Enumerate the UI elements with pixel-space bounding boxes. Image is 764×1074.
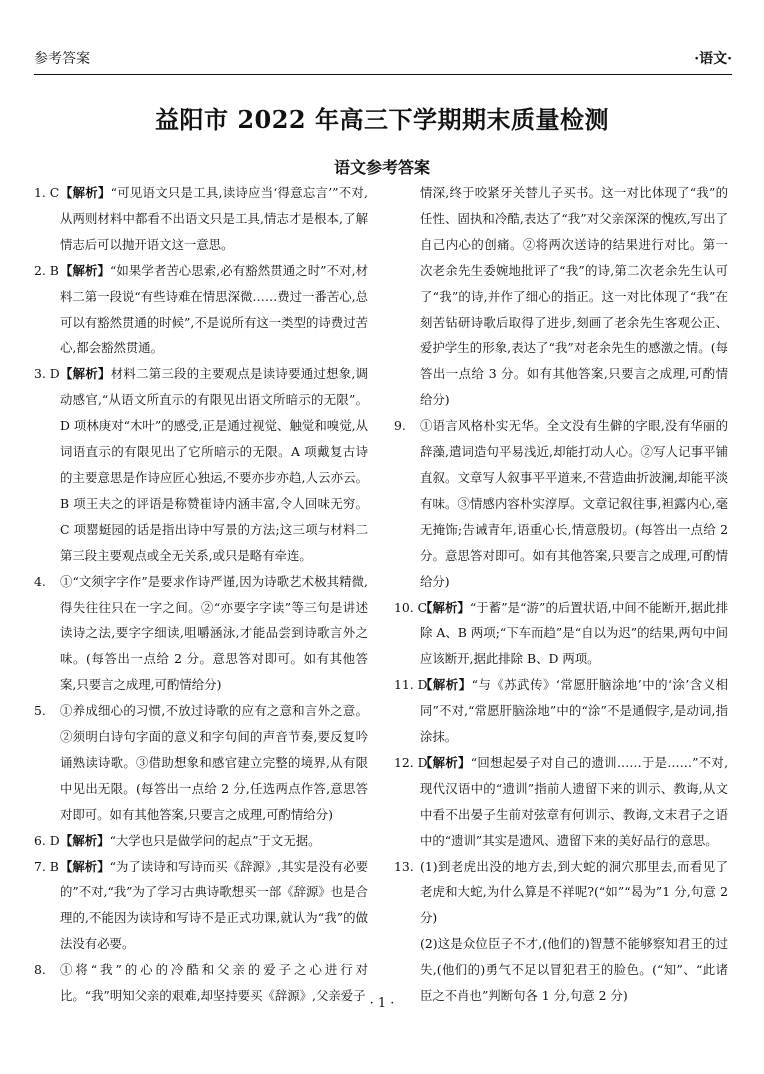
answer-item bbox=[34, 698, 368, 828]
item-number: 12. D bbox=[394, 754, 428, 770]
header-subject-label: ·语文· bbox=[694, 51, 732, 67]
page-subtitle: 语文参考答案 bbox=[333, 158, 430, 177]
page-number: · 1 · bbox=[369, 996, 395, 1011]
item-text: “与《苏武传》‘常愿肝脑涂地’中的‘涂’含义相同”不对,“常愿肝脑涂地”中的“涂”不是通假字,是动词,指涂抹。 bbox=[420, 677, 729, 745]
item-number: 3. D bbox=[34, 366, 60, 382]
answer-item bbox=[394, 854, 728, 1009]
answer-item bbox=[34, 258, 368, 362]
item-number: 1. C bbox=[34, 185, 60, 200]
item-text: “回想起晏子对自己的遗训……于是……”不对,现代汉语中的“遗训”指前人遗留下来的训示、教诲,从文中看不出晏子生前对弦章有何训示、教诲,文末君子之语中的“遗训”其实是遗风、遗留下来的美好品行的意思。 bbox=[420, 754, 729, 848]
header-divider bbox=[34, 74, 732, 75]
item-text-part2: (2)这是众位臣子不才,(他们的)智慧不能够察知君王的过失,(他们的)勇气不足以冒犯君王的脸色。(“知”、“此诸臣之不肖也”判断句各 1 分,句意 2 分) bbox=[420, 936, 728, 1004]
item-text: 情深,终于咬紧牙关替儿子买书。这一对比体现了“我”的任性、固执和冷酷,表达了“我”对父亲深深的愧疚,写出了自己内心的创痛。②将两次送诗的结果进行对比。第一次老余先生委婉地批评了“我”的诗,第二次老余先生认可了“我”的诗,并作了细心的指正。这一对比体现了“我”在刻苦钻研诗歌后取得了进步,刻画了老余先生客观公正、爱护学生的形象,表达了“我”对老余先生的感激之情。(每答出一点给 3 分。如有其他答案,只要言之成理,可酌情给分) bbox=[420, 185, 728, 408]
analysis-tag: 【解析】 bbox=[420, 677, 472, 693]
item-text: “为了读诗和写诗而买《辞源》,其实是没有必要的”不对,“我”为了学习古典诗歌想买一部《辞源》也是合理的,不能因为读诗和写诗不是正式功课,就认为“我”的做法没有必要。 bbox=[60, 858, 368, 952]
item-text: ①“文须字字作”是要求作诗严谨,因为诗歌艺术极其精微,得失往往只在一字之间。②“亦要字字读”等三句是讲述读诗之法,要字字细读,咀嚼涵泳,才能品尝到诗歌言外之味。(每答出一点给 2 分。意思答对即可。如有其他答案,只要言之成理,可酌情给分) bbox=[60, 573, 368, 693]
item-number: 10. C bbox=[394, 599, 428, 615]
analysis-tag: 【解析】 bbox=[60, 262, 110, 278]
item-number: 5. bbox=[34, 703, 46, 719]
right-column bbox=[394, 180, 728, 1009]
item-number: 8. bbox=[34, 962, 46, 978]
answer-item bbox=[34, 569, 368, 699]
item-number: 4. bbox=[34, 573, 46, 589]
page-title: 益阳市 2022 年高三下学期期末质量检测 bbox=[154, 105, 609, 134]
header-left-label: 参考答案 bbox=[34, 51, 90, 67]
item-text: ①养成细心的习惯,不放过诗歌的应有之意和言外之意。②须明白诗句字面的意义和字句间的声音节奏,要反复吟诵熟读诗歌。③借助想象和感官建立完整的境界,从有限中见出无限。(每答出一点给 2 分,任选两点作答,意思答对即可。如有其他答案,只要言之成理,可酌情给分) bbox=[60, 703, 368, 822]
answer-item bbox=[34, 828, 368, 854]
answer-item bbox=[34, 361, 368, 568]
analysis-tag: 【解析】 bbox=[60, 832, 110, 848]
item-number: 6. D bbox=[34, 832, 60, 848]
analysis-tag: 【解析】 bbox=[420, 599, 470, 615]
item-text: “大学也只是做学问的起点”于文无据。 bbox=[109, 832, 321, 848]
item-text: 材料二第三段的主要观点是读诗要通过想象,调动感官,“从语文所直示的有限见出语文所暗示的无限”。D 项林庚对“木叶”的感受,正是通过视觉、触觉和嗅觉,从词语直示的有限见出了它所暗示的无限。A 项戴复古诗的主要意思是作诗应匠心独运,不要亦步亦趋,人云亦云。B 项王夫之的评语是称赞崔诗内涵丰富,令人回味无穷。C 项罂蜓园的话是指出诗中写景的方法;这三项与材料二第三段主要观点或全无关系,或只是略有牵连。 bbox=[60, 366, 368, 563]
analysis-tag: 【解析】 bbox=[60, 858, 110, 874]
left-column bbox=[34, 180, 368, 1009]
item-number: 7. B bbox=[34, 858, 59, 874]
item-number: 11. D bbox=[394, 677, 428, 693]
item-number: 13. bbox=[394, 858, 414, 874]
item-text: “可见语文只是工具,读诗应当‘得意忘言’”不对,从两则材料中都看不出语文只是工具,情志才是根本,了解情志后可以抛开语文这一意思。 bbox=[60, 185, 368, 252]
item-text: “如果学者苦心思索,必有豁然贯通之时”不对,材料二第一段说“有些诗难在情思深微……费过一番苦心,总可以有豁然贯通的时候”,不是说所有这一类型的诗费过苦心,都会豁然贯通。 bbox=[60, 262, 369, 356]
answer-item bbox=[394, 413, 728, 594]
answer-item bbox=[34, 854, 368, 958]
answer-item bbox=[394, 595, 728, 673]
item-text: “于蓄”是“游”的后置状语,中间不能断开,据此排除 A、B 两项;“下车而趋”是“自以为迟”的结果,两句中间应该断开,据此排除 B、D 两项。 bbox=[420, 599, 729, 667]
answer-item bbox=[394, 672, 728, 750]
item-text: (1)到老虎出没的地方去,到大蛇的洞穴那里去,而看见了老虎和大蛇,为什么算是不祥呢?(“如”“曷为”1 分,句意 2 分) bbox=[420, 858, 728, 926]
answer-item-continued bbox=[394, 180, 728, 413]
item-text: ①将“我”的心的冷酷和父亲的爱子之心进行对比。“我”明知父亲的艰难,却坚持要买《辞源》,父亲爱子 bbox=[60, 962, 368, 1004]
item-number: 9. bbox=[394, 418, 406, 434]
analysis-tag: 【解析】 bbox=[60, 185, 111, 200]
item-text: ①语言风格朴实无华。全文没有生僻的字眼,没有华丽的辞藻,遣词造句平易浅近,却能打动人心。②写人记事平铺直叙。文章写人叙事平平道来,不营造曲折波澜,却能平淡有味。③情感内容朴实淳厚。文章记叙往事,袒露内心,毫无掩饰;告诫青年,语重心长,情意殷切。(每答出一点给 2 分。意思答对即可。如有其他答案,只要言之成理,可酌情给分) bbox=[420, 418, 728, 589]
analysis-tag: 【解析】 bbox=[420, 754, 471, 770]
running-header bbox=[34, 44, 732, 70]
answer-item bbox=[394, 750, 728, 854]
item-number: 2. B bbox=[34, 262, 59, 278]
answer-item bbox=[34, 180, 368, 258]
analysis-tag: 【解析】 bbox=[60, 366, 111, 382]
